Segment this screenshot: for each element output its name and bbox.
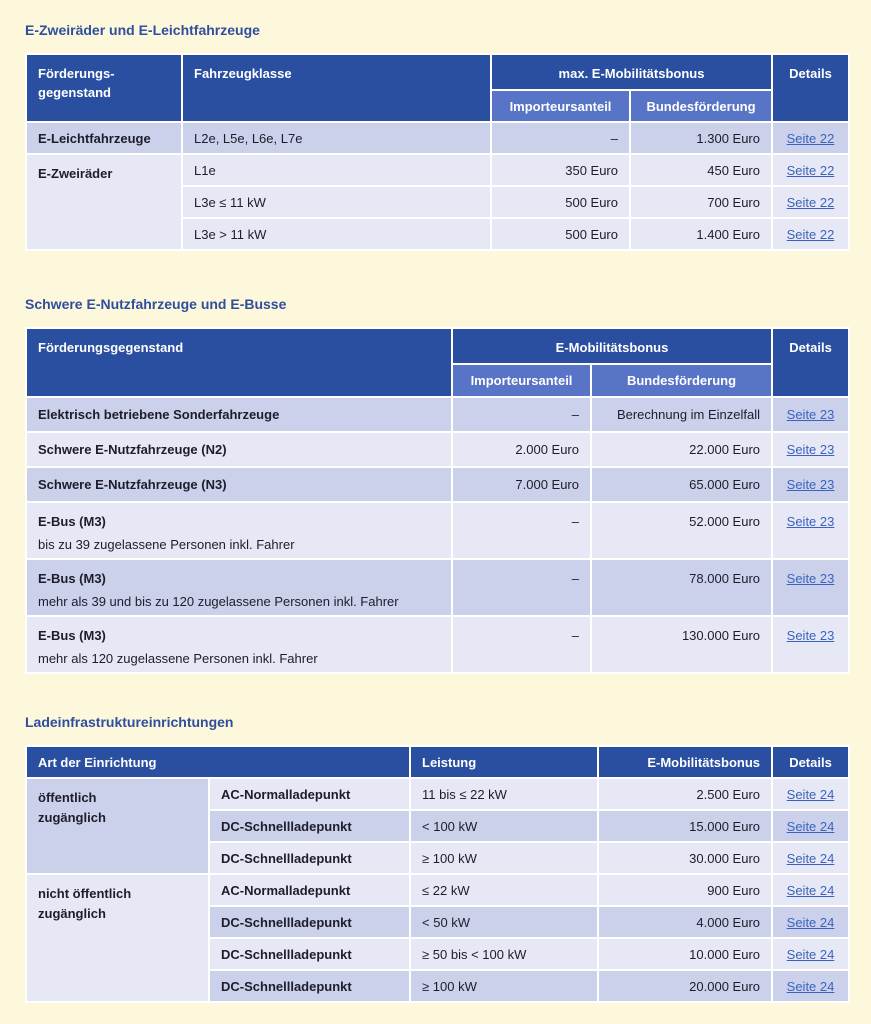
table-row xyxy=(26,432,849,467)
section-zweiraeder xyxy=(25,22,848,251)
details-link[interactable]: Seite 23 xyxy=(786,477,835,492)
cell-leistung: ≥ 100 kW xyxy=(410,842,598,874)
header-gegenstand: Förderungs- gegenstand xyxy=(26,54,182,122)
cell-leistung: ≥ 50 bis < 100 kW xyxy=(410,938,598,970)
cell-leistung: < 100 kW xyxy=(410,810,598,842)
details-link[interactable]: Seite 24 xyxy=(786,882,835,898)
cell-gegenstand-title: E-Bus (M3) xyxy=(38,571,106,586)
cell-details xyxy=(772,502,849,559)
cell-importeur: 500 Euro xyxy=(491,218,630,250)
section-title: Schwere E-Nutzfahrzeuge und E-Busse xyxy=(25,296,287,312)
cell-gegenstand-sub: mehr als 120 zugelassene Personen inkl. Fahrer xyxy=(38,651,318,666)
section-ladeinfrastruktur xyxy=(25,714,848,1003)
details-link[interactable]: Seite 24 xyxy=(786,914,835,930)
cell-bund: 1.300 Euro xyxy=(630,122,772,154)
cell-importeur: – xyxy=(452,616,591,673)
cell-typ: DC-Schnellladepunkt xyxy=(209,906,410,938)
cell-bonus: 2.500 Euro xyxy=(598,778,772,810)
details-link[interactable]: Seite 23 xyxy=(786,407,835,422)
details-link[interactable]: Seite 24 xyxy=(786,978,835,994)
cell-leistung: 11 bis ≤ 22 kW xyxy=(410,778,598,810)
cell-details xyxy=(772,938,849,970)
table-row xyxy=(26,778,849,810)
header-details: Details xyxy=(772,746,849,778)
cell-importeur: 7.000 Euro xyxy=(452,467,591,502)
cell-leistung: ≤ 22 kW xyxy=(410,874,598,906)
cell-details xyxy=(772,186,849,218)
cell-details xyxy=(772,467,849,502)
cell-bonus: 15.000 Euro xyxy=(598,810,772,842)
cell-importeur: 2.000 Euro xyxy=(452,432,591,467)
header-bonus: max. E-Mobilitätsbonus xyxy=(491,54,772,90)
cell-group-private: nicht öffentlich zugänglich xyxy=(26,874,209,1002)
details-link[interactable]: Seite 24 xyxy=(786,946,835,962)
cell-gegenstand: Schwere E-Nutzfahrzeuge (N3) xyxy=(26,467,452,502)
cell-details xyxy=(772,842,849,874)
section-nutzfahrzeuge xyxy=(25,296,848,674)
header-bonus: E-Mobilitätsbonus xyxy=(452,328,772,364)
cell-gegenstand-sub: mehr als 39 und bis zu 120 zugelassene Personen inkl. Fahrer xyxy=(38,594,399,609)
cell-bonus: 30.000 Euro xyxy=(598,842,772,874)
details-link[interactable]: Seite 22 xyxy=(786,226,835,242)
cell-gegenstand-title: E-Bus (M3) xyxy=(38,514,106,529)
cell-leistung: ≥ 100 kW xyxy=(410,970,598,1002)
header-fahrzeugklasse: Fahrzeugklasse xyxy=(182,54,491,122)
cell-gegenstand-sub: bis zu 39 zugelassene Personen inkl. Fahrer xyxy=(38,537,295,552)
cell-bund: Berechnung im Einzelfall xyxy=(591,397,772,432)
cell-gegenstand xyxy=(26,502,452,559)
header-details: Details xyxy=(772,54,849,122)
cell-bund: 700 Euro xyxy=(630,186,772,218)
header-bundesfoerderung: Bundesförderung xyxy=(630,90,772,122)
table-row xyxy=(26,122,849,154)
table-ladeinfrastruktur xyxy=(25,745,850,1003)
cell-bonus: 10.000 Euro xyxy=(598,938,772,970)
cell-importeur: – xyxy=(452,502,591,559)
cell-importeur: 500 Euro xyxy=(491,186,630,218)
header-gegenstand: Förderungsgegenstand xyxy=(26,328,452,397)
cell-bonus: 4.000 Euro xyxy=(598,906,772,938)
header-art: Art der Einrichtung xyxy=(26,746,410,778)
cell-typ: DC-Schnellladepunkt xyxy=(209,938,410,970)
cell-details xyxy=(772,970,849,1002)
cell-details xyxy=(772,778,849,810)
header-bundesfoerderung: Bundesförderung xyxy=(591,364,772,397)
cell-details xyxy=(772,154,849,186)
cell-details xyxy=(772,874,849,906)
cell-typ: AC-Normalladepunkt xyxy=(209,874,410,906)
cell-details xyxy=(772,397,849,432)
cell-gegenstand-title: E-Bus (M3) xyxy=(38,628,106,643)
header-importeursanteil: Importeursanteil xyxy=(452,364,591,397)
details-link[interactable]: Seite 24 xyxy=(786,786,835,802)
header-importeursanteil: Importeursanteil xyxy=(491,90,630,122)
cell-gegenstand: E-Leichtfahrzeuge xyxy=(26,122,182,154)
cell-klasse: L3e > 11 kW xyxy=(182,218,491,250)
details-link[interactable]: Seite 24 xyxy=(786,818,835,834)
cell-klasse: L1e xyxy=(182,154,491,186)
details-link[interactable]: Seite 23 xyxy=(786,571,835,586)
details-link[interactable]: Seite 23 xyxy=(786,442,835,457)
cell-details xyxy=(772,810,849,842)
cell-details xyxy=(772,616,849,673)
details-link[interactable]: Seite 22 xyxy=(786,162,835,178)
cell-bund: 52.000 Euro xyxy=(591,502,772,559)
header-details: Details xyxy=(772,328,849,397)
cell-bund: 22.000 Euro xyxy=(591,432,772,467)
table-nutzfahrzeuge xyxy=(25,327,850,674)
cell-gegenstand xyxy=(26,616,452,673)
cell-details xyxy=(772,559,849,616)
table-row xyxy=(26,397,849,432)
cell-gegenstand xyxy=(26,559,452,616)
cell-gegenstand: E-Zweiräder xyxy=(26,154,182,250)
header-bonus: E-Mobilitätsbonus xyxy=(598,746,772,778)
details-link[interactable]: Seite 22 xyxy=(786,194,835,210)
cell-importeur: – xyxy=(452,397,591,432)
cell-bund: 130.000 Euro xyxy=(591,616,772,673)
cell-typ: DC-Schnellladepunkt xyxy=(209,810,410,842)
cell-leistung: < 50 kW xyxy=(410,906,598,938)
table-row xyxy=(26,467,849,502)
cell-details xyxy=(772,218,849,250)
cell-bund: 78.000 Euro xyxy=(591,559,772,616)
header-leistung: Leistung xyxy=(410,746,598,778)
cell-group-public: öffentlich zugänglich xyxy=(26,778,209,874)
table-row xyxy=(26,874,849,906)
details-link[interactable]: Seite 23 xyxy=(786,514,835,529)
cell-gegenstand: Schwere E-Nutzfahrzeuge (N2) xyxy=(26,432,452,467)
cell-bund: 450 Euro xyxy=(630,154,772,186)
section-title: Ladeinfrastruktureinrichtungen xyxy=(25,714,234,730)
cell-bund: 1.400 Euro xyxy=(630,218,772,250)
cell-bonus: 900 Euro xyxy=(598,874,772,906)
table-row xyxy=(26,154,849,186)
details-link[interactable]: Seite 22 xyxy=(786,130,835,146)
cell-bund: 65.000 Euro xyxy=(591,467,772,502)
cell-bonus: 20.000 Euro xyxy=(598,970,772,1002)
section-title: E-Zweiräder und E-Leichtfahrzeuge xyxy=(25,22,260,38)
cell-details xyxy=(772,906,849,938)
cell-details xyxy=(772,432,849,467)
table-zweiraeder xyxy=(25,53,850,251)
cell-importeur: – xyxy=(452,559,591,616)
cell-typ: DC-Schnellladepunkt xyxy=(209,842,410,874)
table-row xyxy=(26,559,849,616)
cell-klasse: L2e, L5e, L6e, L7e xyxy=(182,122,491,154)
details-link[interactable]: Seite 24 xyxy=(786,850,835,866)
table-row xyxy=(26,616,849,673)
cell-gegenstand: Elektrisch betriebene Sonderfahrzeuge xyxy=(26,397,452,432)
cell-importeur: – xyxy=(491,122,630,154)
cell-importeur: 350 Euro xyxy=(491,154,630,186)
details-link[interactable]: Seite 23 xyxy=(786,628,835,643)
cell-typ: AC-Normalladepunkt xyxy=(209,778,410,810)
cell-klasse: L3e ≤ 11 kW xyxy=(182,186,491,218)
table-row xyxy=(26,502,849,559)
cell-details xyxy=(772,122,849,154)
cell-typ: DC-Schnellladepunkt xyxy=(209,970,410,1002)
